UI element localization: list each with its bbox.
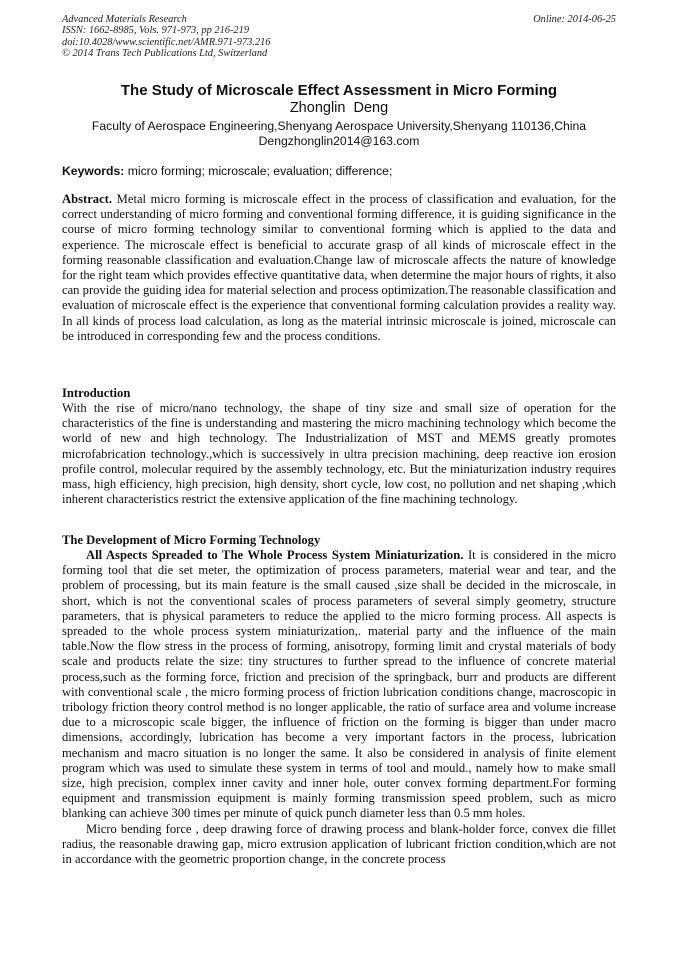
journal-header xyxy=(62,14,616,60)
keywords-label: Keywords: xyxy=(62,164,125,178)
development-heading: The Development of Micro Forming Technology xyxy=(62,533,321,547)
development-section xyxy=(62,548,616,867)
journal-name: Advanced Materials Research xyxy=(62,14,187,25)
introduction-heading: Introduction xyxy=(62,386,131,400)
doi-line: doi:10.4028/www.scientific.net/AMR.971-973.216 xyxy=(62,36,271,48)
abstract-label: Abstract. xyxy=(62,192,113,206)
author-email: Dengzhonglin2014@163.com xyxy=(258,134,420,148)
development-paragraph-1 xyxy=(62,548,616,822)
issn-line: ISSN: 1662-8985, Vols. 971-973, pp 216-219 xyxy=(62,25,250,37)
author-name: Zhonglin Deng xyxy=(289,100,389,116)
development-subheading: All Aspects Spreaded to The Whole Process System Miniaturization. xyxy=(86,548,464,562)
keywords-text: micro forming; microscale; evaluation; difference; xyxy=(127,164,393,178)
online-date: Online: 2014-06-25 xyxy=(533,14,616,25)
paper-title: The Study of Microscale Effect Assessment in Micro Forming xyxy=(120,82,558,99)
abstract-section xyxy=(62,192,616,344)
development-paragraph-1-text: It is considered in the micro forming tool that die set meter, the optimization of process parameters, material wear and tear, and the problem of processing, but its main feature is the small caused ,size shall be decided in the microscale, in short, which is not the conventional scales of process parameters of several simply geometry, structure parameters, that is physical parameters to reduce the applied to the micro forming process. All aspects is spreaded to the whole process system miniaturization,. material party and the influence of the main table.Now the flow stress in the process of forming, anisotropy, forming limit and crystal materials of body scale and products relate the size: tiny structures to further spread to the influence of concrete material process,such as the forming force, friction and precision of the springback, burr and products are different with conventional scale , the micro forming process of friction lubrication conditions change, macroscopic in tribology friction theory control method is no longer applicable, the ratio of surface area and volume increase due to a microscopic scale bigger, the influence of friction on the forming is bigger than under macro dimensions, accordingly, lubrication has become a very important factors in the process, lubrication mechanism and macro situation is no longer the same. It also be considered in analysis of finite element program which was used to simulate these system in terms of tool and mould., namely how to make small size, high precision, complex inner cavity and inner hole, outer convex forming department.For forming equipment and transmission equipment is mainly forming transmission speed problem, such as micro blanking can achieve 300 times per minute of quick punch diameter less than 0.5 mm holes. xyxy=(62,548,616,821)
abstract-text: Metal micro forming is microscale effect in the process of classification and evaluation, for the correct understanding of micro forming and conventional forming difference, it is guiding significance in the course of micro forming technology similar to conventional forming which is applied to the data and experience. The microscale effect is beneficial to accurate grasp of all kinds of microscale effect in the forming reasonable classification and evaluation.Change law of microscale affects the nature of knowledge for the right team which provides effective quantitative data, when determine the major hours of rights, it also can provide the guiding idea for material selection and process optimization.The reasonable classification and evaluation of microscale effect is the experience that conventional forming calculation provides a reality way. In all kinds of process load calculation, as long as the material intrinsic microscale is joined, microscale can be introduced in corresponding few and the process conditions. xyxy=(62,192,616,343)
author-affiliation: Faculty of Aerospace Engineering,Shenyang Aerospace University,Shenyang 110136,China xyxy=(91,119,587,133)
introduction-text: With the rise of micro/nano technology, the shape of tiny size and small size of operation for the characteristics of the fine is understanding and mastering the micro machining technology which become the world of new and high technology. The Industrialization of MST and MEMS greatly promotes microfabrication technology.,which is successively in ultra precision machining, deep reactive ion erosion profile control, molecular required by the assembly technology, etc. But the miniaturization industry requires mass, high efficiency, high precision, high density, short cycle, low cost, no pollution and net shaping ,which inherent characteristics restrict the extensive application of the fine machining technology. xyxy=(62,401,616,507)
copyright-line: © 2014 Trans Tech Publications Ltd, Switzerland xyxy=(62,48,268,60)
keywords-line xyxy=(62,164,616,179)
development-paragraph-2: Micro bending force , deep drawing force of drawing process and blank-holder force, convex die fillet radius, the reasonable drawing gap, micro extrusion application of lubricant friction condition,which are not in accordance with the geometric proportion change, in the concrete process xyxy=(62,821,616,867)
